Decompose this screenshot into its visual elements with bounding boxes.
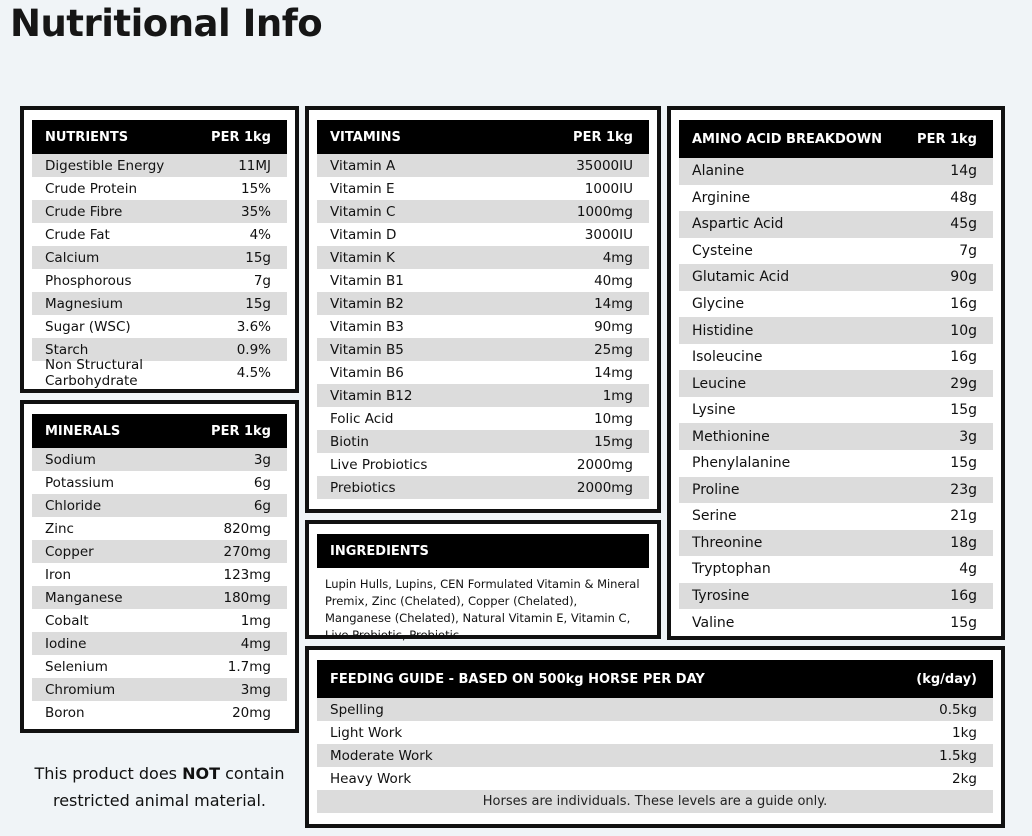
amino-row-name: Serine	[692, 508, 737, 525]
minerals-row	[32, 655, 287, 678]
amino-row-name: Arginine	[692, 189, 751, 206]
minerals-row	[32, 540, 287, 563]
feeding-note: Horses are individuals. These levels are a guide only.	[317, 790, 993, 813]
vitamins-row-name: Vitamin K	[330, 249, 395, 266]
minerals-row-name: Potassium	[45, 474, 115, 491]
feeding-row-name: Spelling	[330, 701, 384, 718]
minerals-row-value: 20mg	[232, 704, 271, 721]
amino-row-value: 45g	[950, 216, 977, 233]
feeding-header-label: FEEDING GUIDE - BASED ON 500kg HORSE PER DAY	[330, 671, 705, 687]
feeding-row-name: Moderate Work	[330, 747, 433, 764]
vitamins-row-name: Vitamin B5	[330, 341, 404, 358]
nutrients-row	[32, 246, 287, 269]
vitamins-row	[317, 292, 649, 315]
minerals-header-label: MINERALS	[45, 423, 121, 439]
amino-acid-table	[667, 106, 1005, 640]
amino-row	[679, 477, 993, 504]
amino-row-name: Tryptophan	[692, 561, 771, 578]
nutrients-row	[32, 356, 287, 389]
feeding-unit-label: (kg/day)	[916, 671, 977, 687]
amino-row-name: Histidine	[692, 322, 754, 339]
amino-row	[679, 556, 993, 583]
nutrients-row-name: Non Structural Carbohydrate	[45, 356, 144, 389]
vitamins-unit-label: PER 1kg	[573, 129, 633, 145]
amino-row-name: Tyrosine	[692, 588, 750, 605]
amino-row	[679, 211, 993, 238]
amino-row-value: 4g	[959, 561, 977, 578]
amino-row	[679, 317, 993, 344]
minerals-row-name: Zinc	[45, 520, 74, 537]
ingredients-text: Lupin Hulls, Lupins, CEN Formulated Vitamin & Mineral Premix, Zinc (Chelated), Copper (Chelated), Manganese (Chelated), Natural Vitamin E, Vitamin C, Live Probiotic, Prebiotic.	[325, 577, 640, 642]
nutrients-row-name: Crude Protein	[45, 180, 138, 197]
amino-row	[679, 423, 993, 450]
amino-row-name: Phenylalanine	[692, 455, 791, 472]
minerals-row	[32, 494, 287, 517]
minerals-row-name: Manganese	[45, 589, 123, 606]
amino-row-name: Glycine	[692, 296, 745, 312]
nutrients-row	[32, 200, 287, 223]
vitamins-row-name: Vitamin B1	[330, 272, 404, 289]
amino-row-name: Alanine	[692, 163, 745, 180]
amino-header	[679, 120, 993, 158]
amino-row-value: 15g	[950, 614, 977, 631]
minerals-row	[32, 586, 287, 609]
amino-row	[679, 503, 993, 530]
vitamins-row	[317, 315, 649, 338]
nutrients-row-value: 0.9%	[236, 341, 271, 358]
vitamins-row-value: 4mg	[602, 249, 633, 266]
page-title: Nutritional Info	[10, 2, 323, 45]
nutrients-row	[32, 223, 287, 246]
vitamins-row-value: 2000mg	[576, 479, 633, 496]
amino-row-value: 16g	[950, 296, 977, 312]
minerals-row-name: Iron	[45, 566, 72, 583]
amino-row-name: Glutamic Acid	[692, 269, 790, 286]
vitamins-row-name: Vitamin B2	[330, 295, 404, 312]
nutrients-row-name: Magnesium	[45, 295, 123, 312]
nutrients-row-value: 15g	[245, 249, 271, 266]
vitamins-header-label: VITAMINS	[330, 129, 401, 145]
amino-row-value: 16g	[950, 588, 977, 605]
amino-row	[679, 238, 993, 265]
nutrients-row-value: 15%	[240, 180, 271, 197]
minerals-rows	[32, 448, 287, 724]
minerals-row-value: 270mg	[223, 543, 271, 560]
restricted-material-note	[20, 760, 299, 814]
minerals-unit-label: PER 1kg	[211, 423, 271, 439]
nutrients-row	[32, 292, 287, 315]
nutrients-row-name: Crude Fat	[45, 226, 110, 243]
vitamins-row	[317, 476, 649, 499]
footer-text-start: This product does	[34, 764, 183, 783]
vitamins-row-name: Folic Acid	[330, 410, 394, 427]
feeding-row-name: Heavy Work	[330, 770, 412, 787]
nutrients-row-name: Sugar (WSC)	[45, 318, 131, 335]
minerals-row-name: Cobalt	[45, 612, 89, 629]
vitamins-row	[317, 384, 649, 407]
minerals-table	[20, 400, 299, 733]
minerals-row-name: Iodine	[45, 635, 87, 652]
minerals-header	[32, 414, 287, 448]
vitamins-row-value: 90mg	[594, 318, 633, 335]
vitamins-row	[317, 223, 649, 246]
amino-row-name: Methionine	[692, 428, 770, 445]
feeding-row-value: 1kg	[952, 724, 977, 741]
vitamins-row	[317, 200, 649, 223]
nutrients-row-value: 4%	[249, 226, 271, 243]
vitamins-rows	[317, 154, 649, 499]
amino-row-value: 18g	[950, 534, 977, 551]
nutrients-unit-label: PER 1kg	[211, 129, 271, 145]
feeding-row	[317, 744, 993, 767]
amino-row-value: 48g	[950, 189, 977, 206]
vitamins-row-value: 1mg	[602, 387, 633, 404]
nutrients-row-value: 4.5%	[236, 364, 271, 381]
vitamins-row-name: Vitamin A	[330, 157, 396, 174]
amino-row-name: Threonine	[692, 534, 763, 551]
minerals-row	[32, 471, 287, 494]
vitamins-row	[317, 269, 649, 292]
vitamins-row-value: 10mg	[594, 410, 633, 427]
minerals-row-value: 123mg	[223, 566, 271, 583]
minerals-row	[32, 632, 287, 655]
amino-rows	[679, 158, 993, 636]
amino-header-label: AMINO ACID BREAKDOWN	[692, 131, 883, 147]
amino-row-name: Isoleucine	[692, 349, 763, 366]
amino-row	[679, 450, 993, 477]
feeding-row	[317, 721, 993, 744]
amino-row-value: 16g	[950, 349, 977, 366]
amino-row	[679, 264, 993, 291]
amino-row-value: 3g	[959, 428, 977, 445]
amino-row-name: Aspartic Acid	[692, 216, 784, 233]
nutrients-table	[20, 106, 299, 393]
vitamins-row	[317, 453, 649, 476]
feeding-row-value: 1.5kg	[939, 747, 977, 764]
vitamins-row-name: Prebiotics	[330, 479, 396, 496]
minerals-row-value: 180mg	[223, 589, 271, 606]
amino-row-value: 14g	[950, 163, 977, 180]
nutrients-header-label: NUTRIENTS	[45, 129, 129, 145]
vitamins-row	[317, 361, 649, 384]
vitamins-row-value: 14mg	[594, 364, 633, 381]
amino-row-name: Cysteine	[692, 242, 753, 259]
minerals-row-name: Chloride	[45, 497, 102, 514]
feeding-rows	[317, 698, 993, 790]
amino-row	[679, 530, 993, 557]
vitamins-row	[317, 177, 649, 200]
minerals-row-value: 6g	[253, 497, 271, 514]
feeding-row-value: 0.5kg	[939, 701, 977, 718]
amino-row	[679, 609, 993, 636]
vitamins-row-name: Vitamin D	[330, 226, 397, 243]
feeding-row	[317, 698, 993, 721]
ingredients-panel	[305, 520, 661, 642]
amino-row-name: Leucine	[692, 375, 747, 392]
amino-row-value: 90g	[950, 269, 977, 286]
amino-row-name: Valine	[692, 614, 735, 631]
vitamins-row-name: Vitamin B6	[330, 364, 404, 381]
vitamins-row	[317, 338, 649, 361]
amino-row-value: 23g	[950, 481, 977, 498]
minerals-row-name: Chromium	[45, 681, 116, 698]
amino-unit-label: PER 1kg	[917, 131, 977, 147]
vitamins-row-name: Vitamin C	[330, 203, 396, 220]
amino-row-value: 15g	[950, 455, 977, 472]
vitamins-row-value: 15mg	[594, 433, 633, 450]
minerals-row	[32, 448, 287, 471]
vitamins-header	[317, 120, 649, 154]
nutrients-row-name: Crude Fibre	[45, 203, 123, 220]
vitamins-table	[305, 106, 661, 513]
nutrients-row-value: 11MJ	[238, 157, 271, 174]
minerals-row-name: Sodium	[45, 451, 96, 468]
amino-row	[679, 291, 993, 318]
amino-row	[679, 344, 993, 371]
vitamins-row-value: 35000IU	[576, 157, 633, 174]
minerals-row-value: 820mg	[223, 520, 271, 537]
vitamins-row-value: 25mg	[594, 341, 633, 358]
nutrients-header	[32, 120, 287, 154]
nutrients-row-value: 3.6%	[236, 318, 271, 335]
minerals-row	[32, 609, 287, 632]
feeding-row-name: Light Work	[330, 724, 403, 741]
vitamins-row-value: 1000mg	[576, 203, 633, 220]
vitamins-row-name: Vitamin B3	[330, 318, 404, 335]
nutrients-row	[32, 177, 287, 200]
footer-emphasis: NOT	[182, 764, 221, 783]
amino-row	[679, 370, 993, 397]
minerals-row	[32, 517, 287, 540]
vitamins-row-value: 1000IU	[584, 180, 633, 197]
nutrients-row	[32, 154, 287, 177]
nutrients-row-value: 35%	[240, 203, 271, 220]
amino-row	[679, 397, 993, 424]
nutrients-row-value: 7g	[253, 272, 271, 289]
minerals-row-value: 1.7mg	[227, 658, 271, 675]
amino-row-value: 10g	[950, 322, 977, 339]
nutrients-rows	[32, 154, 287, 389]
nutrients-row-name: Phosphorous	[45, 272, 132, 289]
vitamins-row-name: Vitamin B12	[330, 387, 413, 404]
nutrients-row	[32, 315, 287, 338]
vitamins-row	[317, 154, 649, 177]
minerals-row-name: Selenium	[45, 658, 108, 675]
amino-row-value: 29g	[950, 375, 977, 392]
amino-row	[679, 185, 993, 212]
amino-row-value: 21g	[950, 508, 977, 525]
minerals-row-value: 3mg	[240, 681, 271, 698]
ingredients-header	[317, 534, 649, 568]
amino-row-name: Lysine	[692, 402, 736, 419]
feeding-guide-table	[305, 646, 1005, 828]
vitamins-row-name: Live Probiotics	[330, 456, 428, 473]
vitamins-row	[317, 430, 649, 453]
minerals-row	[32, 678, 287, 701]
amino-row	[679, 158, 993, 185]
footer-text-end: contain restricted animal material.	[52, 764, 285, 810]
amino-row-name: Proline	[692, 481, 740, 498]
ingredients-header-label: INGREDIENTS	[330, 543, 429, 559]
minerals-row-value: 6g	[253, 474, 271, 491]
amino-row-value: 15g	[950, 402, 977, 419]
minerals-row-value: 1mg	[240, 612, 271, 629]
minerals-row-value: 3g	[253, 451, 271, 468]
nutrients-row-name: Calcium	[45, 249, 100, 266]
vitamins-row-name: Vitamin E	[330, 180, 395, 197]
nutrients-row	[32, 269, 287, 292]
minerals-row-name: Boron	[45, 704, 85, 721]
vitamins-row-value: 40mg	[594, 272, 633, 289]
vitamins-row-value: 3000IU	[584, 226, 633, 243]
nutrients-row-value: 15g	[245, 295, 271, 312]
nutrients-row-name: Digestible Energy	[45, 157, 165, 174]
nutrients-row-name: Starch	[45, 341, 89, 358]
minerals-row-name: Copper	[45, 543, 94, 560]
minerals-row	[32, 563, 287, 586]
vitamins-row	[317, 246, 649, 269]
vitamins-row-value: 14mg	[594, 295, 633, 312]
vitamins-row-name: Biotin	[330, 433, 369, 450]
minerals-row-value: 4mg	[240, 635, 271, 652]
minerals-row	[32, 701, 287, 724]
feeding-row	[317, 767, 993, 790]
feeding-header	[317, 660, 993, 698]
amino-row-value: 7g	[959, 242, 977, 259]
vitamins-row	[317, 407, 649, 430]
vitamins-row-value: 2000mg	[576, 456, 633, 473]
feeding-row-value: 2kg	[952, 770, 977, 787]
amino-row	[679, 583, 993, 610]
